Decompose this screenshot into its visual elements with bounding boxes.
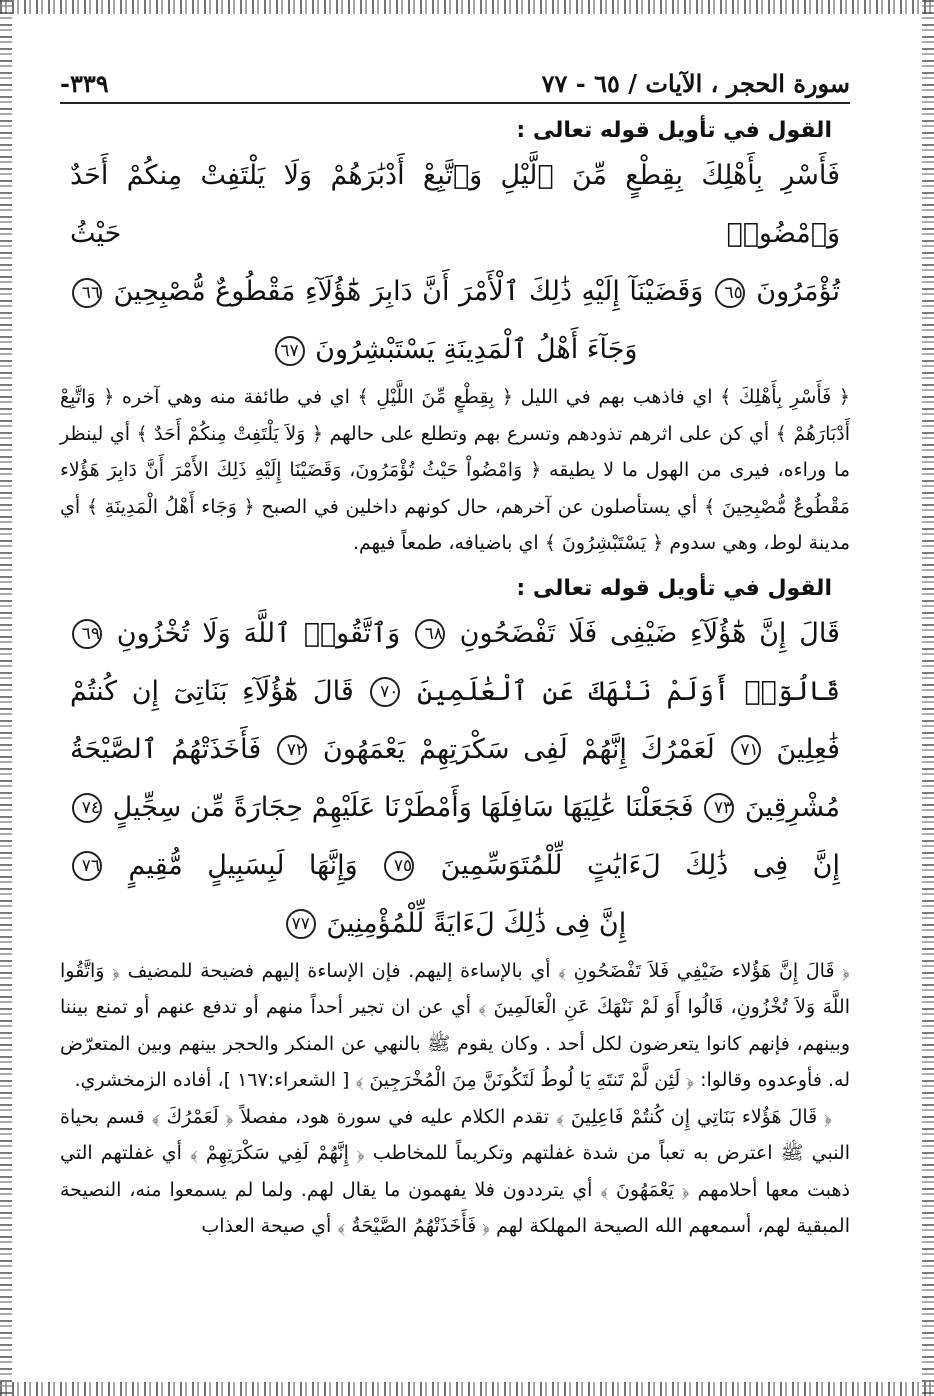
verse-line — [60, 321, 850, 379]
section-1 — [60, 118, 850, 562]
decorative-border-right — [922, 0, 934, 1396]
verse-line — [60, 263, 850, 321]
running-title: سورة الحجر ، الآيات / ٦٥ - ٧٧ — [541, 69, 850, 98]
verse-text: قَالَ هَٰٓؤُلَآءِ بَنَاتِىٓ إِن كُنتُمْ فَٰعِلِينَ — [70, 675, 840, 765]
ayah-number-marker: ٧٢ — [277, 735, 307, 765]
ayah-number-marker: ٧٦ — [72, 851, 102, 881]
ayah-number-marker: ٧٤ — [72, 793, 102, 823]
verse-line — [60, 147, 850, 263]
ayah-number-marker: ٦٧ — [275, 336, 305, 366]
verse-text: إِنَّ فِى ذَٰلِكَ لَءَايَةً لِّلْمُؤْمِنِينَ — [326, 907, 627, 939]
verse-text: إِنَّ فِى ذَٰلِكَ لَءَايَٰتٍ لِّلْمُتَوَسِّمِينَ — [440, 849, 840, 881]
verse-text: قَالُوٓا۟ أَوَلَمْ نَنْهَكَ عَنِ ٱلْعَٰلَمِينَ — [417, 675, 841, 707]
decorative-border-left — [0, 0, 12, 1396]
verse-text: قَالَ إِنَّ هَٰٓؤُلَآءِ ضَيْفِى فَلَا تَفْضَحُونِ — [459, 617, 840, 649]
ayah-number-marker: ٦٨ — [415, 619, 445, 649]
decorative-border-bottom — [0, 1382, 934, 1396]
ayah-number-marker: ٦٦ — [72, 278, 102, 308]
verse-text: تُؤْمَرُونَ — [756, 276, 840, 307]
verse-line — [60, 895, 850, 953]
page-number: -٣٣٩ — [60, 69, 109, 98]
verse-text: وَٱتَّقُوا۟ ٱللَّهَ وَلَا تُخْزُونِ — [116, 617, 401, 649]
verse-text: وَجَآءَ أَهْلُ ٱلْمَدِينَةِ يَسْتَبْشِرُونَ — [315, 334, 638, 365]
commentary-paragraph: ﴿ فَأَسْرِ بِأَهْلِكَ ﴾ اي فاذهب بهم في الليل ﴿ بِقِطْعٍ مِّنَ اللَّيْلِ ﴾ اي في طائفة منه وهي آخره ﴿ وَاتَّبِعْ أَدْبَارَهُمْ ﴾ أي كن على اثرهم تذودهم وتسرع بهم وتطلع على حالهم ﴿ وَلاَ يَلْتَفِتْ مِنكُمْ أَحَدٌ ﴾ أي لينظر ما وراءه، فيرى من الهول ما لا يطيقه ﴿ وَامْضُواْ حَيْثُ تُؤْمَرُونَ، وَقَضَيْنَا إِلَيْهِ ذَلِكَ الأَمْرَ أَنَّ دَابِرَ هَؤُلاء مَقْطُوعٌ مُّصْبِحِينَ ﴾ أي يستأصلون عن آخرهم، حال كونهم داخلين في الصبح ﴿ وَجَاء أَهْلُ الْمَدِينَةِ ﴾ أي مدينة لوط، وهي سدوم ﴿ يَسْتَبْشِرُونَ ﴾ اي باضيافه، طمعاً فيهم. — [60, 386, 850, 554]
section-heading: القول في تأويل قوله تعالى : — [516, 575, 832, 601]
ayah-number-marker: ٧٧ — [286, 909, 316, 939]
verse-text: فَأَخَذَتْهُمُ ٱلصَّيْحَةُ مُشْرِقِينَ — [70, 733, 840, 823]
decorative-border-top — [0, 0, 934, 14]
verse-text: لَعَمْرُكَ إِنَّهُمْ لَفِى سَكْرَتِهِمْ يَعْمَهُونَ — [322, 733, 715, 765]
commentary-paragraph: ﴿ قَالَ هَؤُلاء بَنَاتِي إِن كُنتُمْ فَاعِلِينَ ﴾ تقدم الكلام عليه في سورة هود، مفصلاً ﴿ لَعَمْرُكَ ﴾ قسم بحياة النبي ﷺ اعترض به تعباً من شدة غفلتهم وتكريماً للمخاطب ﴿ إِنَّهُمْ لَفِي سَكْرَتِهِمْ ﴾ أي غفلتهم التي ذهبت معها أحلامهم ﴿ يَعْمَهُونَ ﴾ أي يترددون فلا يفهمون ما يقال لهم. ولما لم يسمعوا منه، النصيحة المبقية لهم، أسمعهم الله الصيحة المهلكة لهم ﴿ فَأَخَذَتْهُمُ الصَّيْحَةُ ﴾ أي صيحة العذاب — [60, 1105, 850, 1237]
ayah-number-marker: ٦٩ — [72, 619, 102, 649]
verse-text: فَأَسْرِ بِأَهْلِكَ بِقِطْعٍ مِّنَ ٱلَّيْلِ وَٱتَّبِعْ أَدْبَٰرَهُمْ وَلَا يَلْتَفِتْ مِنكُمْ أَحَدٌ وَٱمْضُوا۟ حَيْثُ — [70, 160, 840, 249]
verse-text: فَجَعَلْنَا عَٰلِيَهَا سَافِلَهَا وَأَمْطَرْنَا عَلَيْهِمْ حِجَارَةً مِّن سِجِّيلٍ — [112, 791, 694, 823]
section-heading: القول في تأويل قوله تعالى : — [516, 118, 832, 143]
page-header — [60, 54, 850, 104]
ayah-number-marker: ٧٣ — [704, 793, 734, 823]
commentary-paragraph: ﴿ قَالَ إِنَّ هَؤُلاء ضَيْفِي فَلاَ تَفْضَحُونِ ﴾ أي بالإساءة إليهم. فإن الإساءة إليهم فضيحة للمضيف ﴿ وَاتَّقُوا اللَّهَ وَلاَ تُخْزُونِ، قَالُوا أَوَ لَمْ نَنْهَكَ عَنِ الْعَالَمِينَ ﴾ أي عن ان تجير أحداً منهم أو تدفع عنهم أو تمنع بيننا وبينهم، فإنهم كانوا يتعرضون لكل أحد . وكان يقوم ﷺ بالنهي عن المنكر والحجر بينهم وبين المتعرّض له. فأوعدوه وقالوا: ﴿ لَئِن لَّمْ تَنتَهِ يَا لُوطُ لَتَكُونَنَّ مِنَ الْمُخْرَجِينَ ﴾ [ الشعراء:١٦٧ ]، أفاده الزمخشري. — [60, 959, 850, 1091]
ayah-number-marker: ٧٥ — [384, 851, 414, 881]
ayah-number-marker: ٧٠ — [370, 677, 400, 707]
ayah-number-marker: ٦٥ — [715, 278, 745, 308]
book-page — [60, 54, 850, 1374]
ayah-number-marker: ٧١ — [731, 735, 761, 765]
section-2 — [60, 576, 850, 1245]
verse-line — [60, 605, 850, 895]
verse-text: وَإِنَّهَا لَبِسَبِيلٍ مُّقِيمٍ — [128, 849, 358, 881]
verse-text: وَقَضَيْنَآ إِلَيْهِ ذَٰلِكَ ٱلْأَمْرَ أَنَّ دَابِرَ هَٰٓؤُلَآءِ مَقْطُوعٌ مُّصْبِحِينَ — [113, 276, 704, 307]
